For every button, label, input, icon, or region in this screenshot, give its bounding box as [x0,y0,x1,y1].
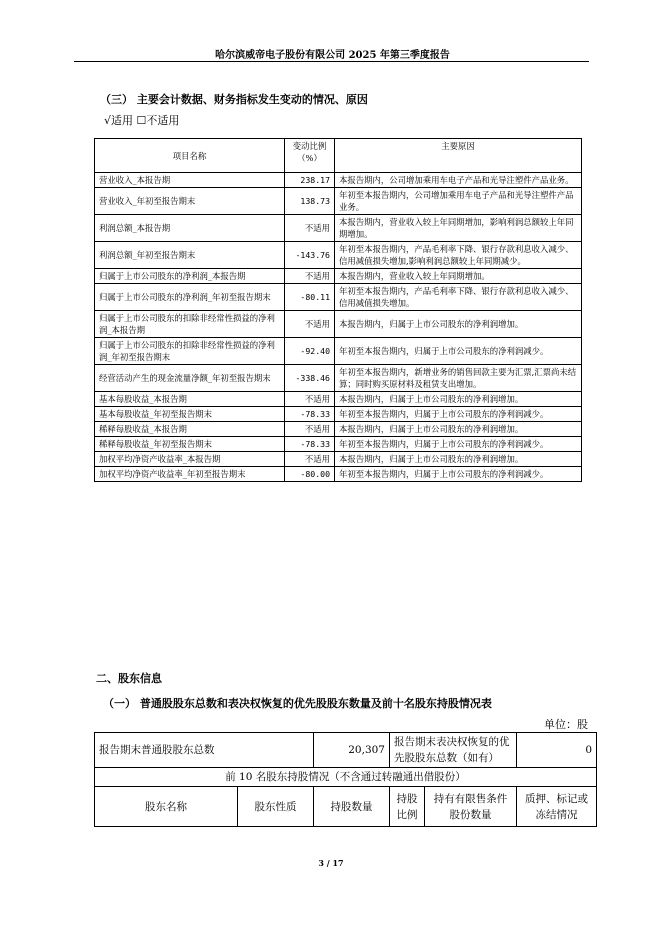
table-row [95,365,582,392]
preferred-shareholders-label: 报告期末表决权恢复的优先股股东总数（如有） [390,733,517,768]
col-pledge: 质押、标记或冻结情况 [517,787,597,827]
table-row [95,437,582,452]
row-ratio: 138.73 [285,188,335,215]
header-ratio: 变动比例（%） [285,139,335,173]
col-shares: 持股数量 [314,787,390,827]
row-item: 基本每股收益_本报告期 [95,392,285,407]
row-item: 归属于上市公司股东的扣除非经常性损益的净利润_年初至报告期末 [95,338,285,365]
table-row [95,452,582,467]
row-item: 营业收入_本报告期 [95,173,285,188]
row-item: 加权平均净资产收益率_年初至报告期末 [95,467,285,482]
row-reason: 本报告期内，营业收入较上年同期增加。 [335,269,582,284]
table-row [95,173,582,188]
row-ratio: 不适用 [285,422,335,437]
total-shareholders-label: 报告期末普通股股东总数 [95,733,314,768]
row-ratio: -78.33 [285,407,335,422]
row-item: 营业收入_年初至报告期末 [95,188,285,215]
report-header: 哈尔滨威帝电子股份有限公司 2025 年第三季度报告 [215,50,450,61]
section-2-1-title: （一） 普通股股东总数和表决权恢复的优先股股东数量及前十名股东持股情况表 [103,697,492,710]
row-ratio: -80.11 [285,284,335,311]
change-table-body [95,173,582,482]
table-row [95,422,582,437]
row-reason: 本报告期内，归属于上市公司股东的净利润增加。 [335,392,582,407]
row-item: 利润总额_本报告期 [95,215,285,242]
table-row [95,188,582,215]
row-ratio: 不适用 [285,269,335,284]
table-row [95,311,582,338]
applicable-checkbox-line: √适用 ☐不适用 [104,114,180,127]
row-ratio: -92.40 [285,338,335,365]
table-row [95,284,582,311]
header-reason: 主要原因 [335,139,582,173]
row-reason: 年初至本报告期内，公司增加乘用车电子产品和光导注塑件产品业务。 [335,188,582,215]
row-item: 经营活动产生的现金流量净额_年初至报告期末 [95,365,285,392]
row-ratio: 不适用 [285,311,335,338]
preferred-shareholders-value: 0 [517,733,597,768]
row-item: 基本每股收益_年初至报告期末 [95,407,285,422]
row-item: 归属于上市公司股东的净利润_本报告期 [95,269,285,284]
row-reason: 本报告期内，公司增加乘用车电子产品和光导注塑件产品业务。 [335,173,582,188]
row-item: 加权平均净资产收益率_本报告期 [95,452,285,467]
table-row [95,467,582,482]
page-number: 3 / 17 [318,858,344,868]
row-ratio: 不适用 [285,215,335,242]
row-item: 归属于上市公司股东的净利润_年初至报告期末 [95,284,285,311]
row-reason: 本报告期内，归属于上市公司股东的净利润增加。 [335,311,582,338]
row-reason: 本报告期内，归属于上市公司股东的净利润增加。 [335,422,582,437]
row-ratio: 238.17 [285,173,335,188]
row-item: 稀释每股收益_本报告期 [95,422,285,437]
row-reason: 本报告期内，归属于上市公司股东的净利润增加。 [335,452,582,467]
table-row [95,338,582,365]
row-reason: 年初至本报告期内，归属于上市公司股东的净利润减少。 [335,407,582,422]
section-2-title: 二、股东信息 [96,672,162,685]
row-reason: 年初至本报告期内，产品毛利率下降、银行存款利息收入减少、信用减值损失增加。 [335,284,582,311]
table-row [95,215,582,242]
col-ratio: 持股比例 [390,787,425,827]
col-name: 股东名称 [95,787,238,827]
top10-caption: 前 10 名股东持股情况（不含通过转融通出借股份） [95,768,597,787]
row-reason: 年初至本报告期内，归属于上市公司股东的净利润减少。 [335,338,582,365]
row-item: 稀释每股收益_年初至报告期末 [95,437,285,452]
table-row [95,392,582,407]
row-reason: 年初至本报告期内，新增业务的销售回款主要为汇票,汇票尚未结算；同时购买原材料及租赁支出增加。 [335,365,582,392]
header-item: 项目名称 [95,139,285,173]
row-reason: 年初至本报告期内，归属于上市公司股东的净利润减少。 [335,467,582,482]
total-shareholders-value: 20,307 [314,733,390,768]
row-ratio: -80.00 [285,467,335,482]
row-reason: 年初至本报告期内，产品毛利率下降、银行存款利息收入减少、信用减值损失增加,影响利润总额较上年同期减少。 [335,242,582,269]
section-3-title: （三） 主要会计数据、财务指标发生变动的情况、原因 [100,93,368,106]
row-item: 利润总额_年初至报告期末 [95,242,285,269]
col-nature: 股东性质 [238,787,314,827]
row-reason: 年初至本报告期内，归属于上市公司股东的净利润减少。 [335,437,582,452]
row-ratio: 不适用 [285,392,335,407]
row-reason: 本报告期内，营业收入较上年同期增加，影响利润总额较上年同期增加。 [335,215,582,242]
shareholder-table [94,732,597,827]
table-row [95,269,582,284]
table-row [95,407,582,422]
change-table [94,138,582,482]
col-restricted: 持有有限售条件股份数量 [425,787,517,827]
unit-label: 单位：股 [544,718,588,731]
row-ratio: -338.46 [285,365,335,392]
row-ratio: 不适用 [285,452,335,467]
row-ratio: -143.76 [285,242,335,269]
row-ratio: -78.33 [285,437,335,452]
header-rule [74,61,589,62]
table-row [95,242,582,269]
row-item: 归属于上市公司股东的扣除非经常性损益的净利润_本报告期 [95,311,285,338]
